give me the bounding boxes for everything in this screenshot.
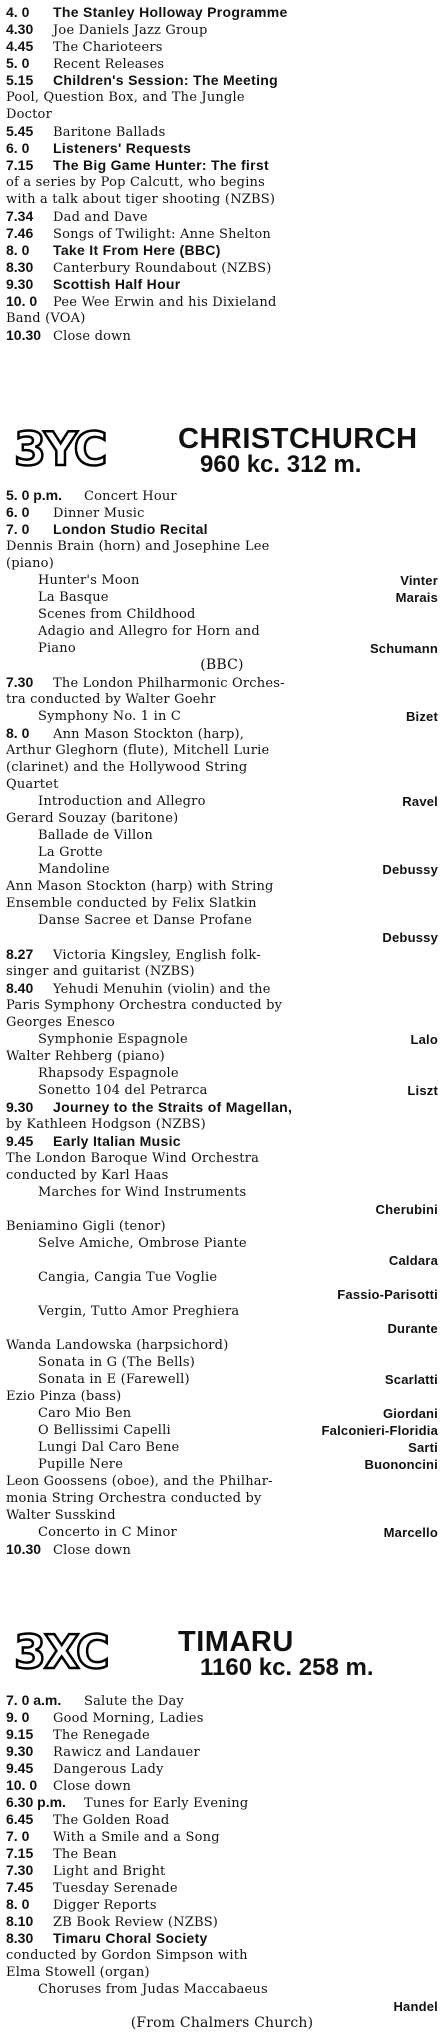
entry-detail-line [6,844,438,861]
entry-detail-line [6,538,438,555]
entry-detail-line [6,963,438,980]
entry-time: 8.10 [6,1913,34,1929]
entry-title: The Stanley Holloway Programme [53,4,288,20]
entry-time: 7.15 [6,1845,34,1861]
entry-continuation: with a talk about tiger shooting (NZBS) [6,192,276,207]
detail-text: Marches for Wind Instruments [38,1185,247,1200]
entry-time: 10. 0 [6,1777,38,1793]
entry-detail-line [6,1031,438,1048]
listing-entry [6,1896,438,1914]
entry-title: ZB Book Review (NZBS) [53,1915,219,1930]
entry-time: 6.45 [6,1811,34,1827]
entry-time: 5.15 [6,72,34,88]
entry-title: Songs of Twilight: Anne Shelton [53,227,271,242]
listing-entry [6,208,438,226]
entry-detail-line [6,776,438,793]
entry-title: Pee Wee Erwin and his Dixieland [53,295,277,310]
entry-detail-line [6,1524,438,1541]
listing-entry [6,487,438,505]
entry-time: 7.34 [6,208,34,224]
detail-text: Ezio Pinza (bass) [6,1389,122,1404]
entry-detail-line [6,827,438,844]
entry-title: Scottish Half Hour [53,276,181,292]
detail-text: Lungi Dal Caro Bene [38,1440,180,1455]
detail-text: Cangia, Cangia Tue Voglie [38,1270,218,1285]
entry-title: Tunes for Early Evening [84,1796,249,1811]
entry-time: 7. 0 a.m. [6,1692,62,1708]
entry-detail-line [6,691,438,708]
entry-detail-line [6,1981,438,1998]
entry-detail-line [6,912,438,929]
entry-time: 10.30 [6,1541,42,1557]
detail-text: Sonetto 104 del Petrarca [38,1083,208,1098]
entry-time: 7. 0 [6,521,30,537]
detail-text: Vergin, Tutto Amor Preghiera [38,1304,240,1319]
entry-detail-line [6,1116,438,1133]
detail-text: Hunter's Moon [38,573,140,588]
composer-name: Cherubini [375,1202,438,1217]
composer-name: Vinter [400,573,438,588]
listing-entry [6,1777,438,1795]
entry-time: 10.30 [6,327,42,343]
detail-text: Walter Susskind [6,1508,116,1523]
composer-name: Handel [393,1999,438,2014]
detail-text: Selve Amiche, Ombrose Piante [38,1236,247,1251]
entry-title: Victoria Kingsley, English folk- [53,948,261,963]
listing-entry [6,38,438,56]
entry-title: Canterbury Roundabout (NZBS) [53,261,272,276]
listing-entry [6,225,438,243]
composer-name: Scarlatti [384,1372,438,1387]
entry-time: 8.40 [6,980,34,996]
listing-entry [6,521,438,539]
entry-detail-line [6,1422,438,1439]
listing-entry [6,276,438,294]
entry-time: 7.46 [6,225,34,241]
listing-entry [6,72,438,90]
detail-text: by Kathleen Hodgson (NZBS) [6,1117,206,1132]
detail-text: Ensemble conducted by Felix Slatkin [6,896,257,911]
composer-name: Caldara [388,1253,438,1268]
entry-detail-line [6,1405,438,1422]
entry-detail-line [6,1082,438,1099]
detail-text: Pupille Nere [38,1457,124,1472]
entry-time: 7.30 [6,1862,34,1878]
detail-text: Adagio and Allegro for Horn and [38,624,260,639]
listing-entry [6,55,438,73]
entry-title: The Charioteers [53,40,163,55]
entry-title: The London Philharmonic Orches- [53,676,285,691]
composer-name: Lalo [410,1032,438,1047]
composer-name: Buononcini [364,1457,438,1472]
listing-entry [6,21,438,39]
entry-detail-line [6,1048,438,1065]
listing-entry [6,1913,438,1931]
entry-title: Listeners' Requests [53,140,192,156]
entry-title: Light and Bright [53,1864,166,1879]
detail-text: Sonata in E (Farewell) [38,1372,190,1387]
listing-entry [6,725,438,743]
station-logo: 3XC [14,1625,108,1679]
entry-detail-line [6,1167,438,1184]
station-logo: 3YC [14,422,106,476]
entry-continuation: of a series by Pop Calcutt, who begins [6,175,266,190]
listing-entry [6,1811,438,1829]
detail-text: Caro Mio Ben [38,1406,132,1421]
entry-time: 5. 0 [6,55,30,71]
listing-entry [6,980,438,998]
station-frequency: 960 kc. 312 m. [200,451,362,478]
listing-entry [6,123,438,141]
entry-detail-line [6,861,438,878]
entry-time: 5.45 [6,123,34,139]
entry-detail-line [6,1235,438,1252]
detail-text: La Basque [38,590,109,605]
listing-entry [6,1541,438,1559]
listing-entry [6,1133,438,1151]
entry-detail-line [6,657,438,674]
entry-detail-line [6,1964,438,1981]
entry-detail-line [6,878,438,895]
entry-title: London Studio Recital [53,521,208,537]
entry-detail-line [6,589,438,606]
detail-text: Introduction and Allegro [38,794,206,809]
listing-entry [6,4,438,22]
entry-time: 9.15 [6,1726,34,1742]
listing-entry [6,1794,438,1812]
composer-name: Schumann [369,641,438,656]
listing-entry [6,293,438,311]
entry-detail-line [6,1218,438,1235]
station-header-timaru [0,1626,444,1686]
station-header-christchurch [0,423,444,483]
entry-title: The Renegade [53,1728,150,1743]
entry-time: 9.30 [6,276,34,292]
detail-text: The London Baroque Wind Orchestra [6,1151,260,1166]
entry-detail-line [6,895,438,912]
listing-entry [6,259,438,277]
entry-title: Take It From Here (BBC) [53,242,221,258]
detail-text: Georges Enesco [6,1015,116,1030]
composer-name: Liszt [407,1083,438,1098]
entry-detail-line [6,1456,438,1473]
entry-detail-line [6,742,438,759]
detail-text: Symphony No. 1 in C [38,709,181,724]
detail-text: conducted by Gordon Simpson with [6,1948,248,1963]
detail-text: Concerto in C Minor [38,1525,177,1540]
station-city: TIMARU [178,1626,294,1658]
entry-time: 8. 0 [6,725,30,741]
composer-name: Giordani [382,1406,438,1421]
entry-time: 4.45 [6,38,34,54]
entry-continuation: Pool, Question Box, and The Jungle [6,90,245,105]
listing-entry [6,1743,438,1761]
entry-time: 7.30 [6,674,34,690]
composer-name: Fassio-Parisotti [337,1287,438,1302]
entry-title: Early Italian Music [53,1133,181,1149]
detail-text: Beniamino Gigli (tenor) [6,1219,166,1234]
detail-text: (From Chalmers Church) [130,2015,314,2031]
entry-time: 4.30 [6,21,34,37]
detail-text: Rhapsody Espagnole [38,1066,179,1081]
detail-text: Symphonie Espagnole [38,1032,188,1047]
entry-detail-line [6,1303,438,1320]
entry-title: Close down [53,1543,132,1558]
entry-detail-line [6,623,438,640]
entry-time: 6. 0 [6,504,30,520]
detail-text: conducted by Karl Haas [6,1168,169,1183]
entry-time: 8.30 [6,1930,34,1946]
entry-time: 9.30 [6,1099,34,1115]
entry-title: Dinner Music [53,506,145,521]
listing-entry [6,674,438,692]
entry-title: Concert Hour [84,489,177,504]
entry-time: 9.45 [6,1133,34,1149]
entry-time: 7. 0 [6,1828,30,1844]
listing-entry [6,1930,438,1948]
entry-title: The Big Game Hunter: The first [53,157,269,173]
detail-text: O Bellissimi Capelli [38,1423,171,1438]
detail-text: (clarinet) and the Hollywood String [6,760,248,775]
composer-name: Ravel [402,794,438,809]
entry-time: 8.27 [6,946,34,962]
entry-time: 8. 0 [6,1896,30,1912]
entry-time: 6.30 p.m. [6,1794,66,1810]
entry-title: Joe Daniels Jazz Group [53,23,208,38]
detail-text: Sonata in G (The Bells) [38,1355,195,1370]
entry-detail-line [6,1388,438,1405]
composer-name: Marais [395,590,438,605]
listing-entry [6,157,438,175]
detail-text: Ballade de Villon [38,828,153,843]
detail-text: Dennis Brain (horn) and Josephine Lee [6,539,270,554]
detail-text: Piano [38,641,76,656]
entry-title: Good Morning, Ladies [53,1711,204,1726]
entry-continuation: Doctor [6,107,52,122]
detail-text: (BBC) [200,657,244,673]
entry-time: 8.30 [6,259,34,275]
composer-name: Falconieri-Floridia [321,1423,438,1438]
detail-text: Gerard Souzay (baritone) [6,811,179,826]
entry-title: Rawicz and Landauer [53,1745,200,1760]
entry-detail-line [6,708,438,725]
entry-continuation: Band (VOA) [6,311,86,326]
listing-entry [6,327,438,345]
entry-title: Digger Reports [53,1898,157,1913]
entry-time: 5. 0 p.m. [6,487,63,503]
station-frequency: 1160 kc. 258 m. [200,1654,374,1681]
listing-entry [6,1845,438,1863]
entry-detail-line [6,1507,438,1524]
entry-detail-line [6,1337,438,1354]
entry-time: 9.45 [6,1760,34,1776]
entry-title: Dangerous Lady [53,1762,164,1777]
composer-name: Bizet [405,709,438,724]
entry-title: The Bean [53,1847,117,1862]
detail-text: Elma Stowell (organ) [6,1965,150,1980]
entry-detail-line [6,1354,438,1371]
entry-detail-line [6,572,438,589]
entry-title: Salute the Day [84,1694,184,1709]
listing-entry [6,1828,438,1846]
composer-name: Debussy [382,862,438,877]
entry-detail-line [6,1439,438,1456]
detail-text: Quartet [6,777,59,792]
listing-entry [6,1692,438,1710]
entry-title: Yehudi Menuhin (violin) and the [53,982,271,997]
entry-title: Recent Releases [53,57,165,72]
entry-title: Close down [53,1779,132,1794]
entry-time: 9.30 [6,1743,34,1759]
detail-text: Scenes from Childhood [38,607,196,622]
listing-entry [6,140,438,158]
entry-time: 6. 0 [6,140,30,156]
entry-detail-line [6,1947,438,1964]
entry-detail-line [6,1014,438,1031]
entry-time: 7.45 [6,1879,34,1895]
entry-title: Dad and Dave [53,210,148,225]
listing-entry [6,1862,438,1880]
entry-detail-line [6,793,438,810]
entry-detail-line [6,810,438,827]
entry-detail-line [6,759,438,776]
listing-entry [6,1879,438,1897]
composer-name: Sarti [408,1440,438,1455]
entry-title: Timaru Choral Society [53,1930,208,1946]
entry-detail-line [6,1184,438,1201]
entry-detail-line [6,2015,438,2032]
detail-text: La Grotte [38,845,103,860]
detail-text: (piano) [6,556,54,571]
composer-name: Debussy [382,930,438,945]
entry-time: 9. 0 [6,1709,30,1725]
entry-time: 10. 0 [6,293,38,309]
entry-time: 4. 0 [6,4,30,20]
listing-entry [6,1099,438,1117]
entry-detail-line [6,1065,438,1082]
detail-text: Leon Goossens (oboe), and the Philhar- [6,1474,273,1489]
entry-detail-line [6,640,438,657]
detail-text: tra conducted by Walter Goehr [6,692,216,707]
entry-detail-line [6,1473,438,1490]
detail-text: Ann Mason Stockton (harp) with String [6,879,274,894]
listing-entry [6,504,438,522]
entry-time: 8. 0 [6,242,30,258]
detail-text: Walter Rehberg (piano) [6,1049,165,1064]
entry-title: Baritone Ballads [53,125,166,140]
entry-title: Journey to the Straits of Magellan, [53,1099,293,1115]
listing-entry [6,946,438,964]
entry-detail-line [6,1490,438,1507]
detail-text: Danse Sacree et Danse Profane [38,913,253,928]
listing-entry [6,242,438,260]
entry-title: With a Smile and a Song [53,1830,220,1845]
detail-text: Arthur Gleghorn (flute), Mitchell Lurie [6,743,270,758]
entry-title: The Golden Road [53,1813,170,1828]
detail-text: Wanda Landowska (harpsichord) [6,1338,229,1353]
entry-detail-line [6,997,438,1014]
entry-detail-line [6,555,438,572]
entry-detail-line [6,1150,438,1167]
detail-text: monia String Orchestra conducted by [6,1491,262,1506]
listing-entry [6,1760,438,1778]
detail-text: Mandoline [38,862,110,877]
entry-detail-line [6,1371,438,1388]
detail-text: singer and guitarist (NZBS) [6,964,195,979]
entry-title: Ann Mason Stockton (harp), [53,727,245,742]
entry-detail-line [6,606,438,623]
entry-detail-line [6,1269,438,1286]
listing-entry [6,1709,438,1727]
station-city: CHRISTCHURCH [178,423,418,455]
composer-name: Durante [387,1321,438,1336]
entry-title: Tuesday Serenade [53,1881,178,1896]
detail-text: Paris Symphony Orchestra conducted by [6,998,283,1013]
entry-title: Close down [53,329,132,344]
composer-name: Marcello [383,1525,438,1540]
detail-text: Choruses from Judas Maccabaeus [38,1982,268,1997]
entry-title: Children's Session: The Meeting [53,72,278,88]
listing-entry [6,1726,438,1744]
entry-time: 7.15 [6,157,34,173]
